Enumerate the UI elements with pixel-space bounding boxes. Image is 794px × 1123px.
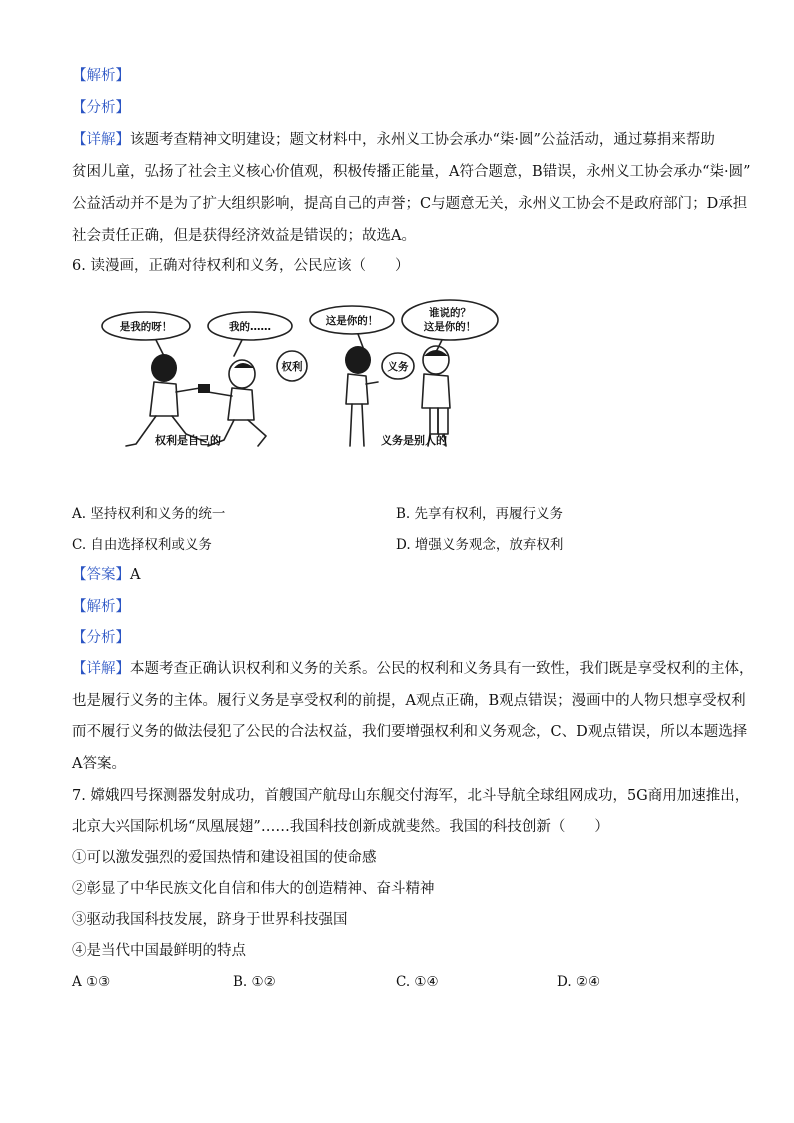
- cartoon-token-quanli: [277, 351, 307, 381]
- q6-jiexi-label: 【解析】: [72, 599, 130, 615]
- cartoon-figure-4: [422, 346, 450, 446]
- q5-xiangjie-line-4: 社会责任正确，但是获得经济效益是错误的；故选A。: [72, 228, 416, 244]
- q6-option-a: A. 坚持权利和义务的统一: [72, 506, 226, 522]
- cartoon-bubble-1: [102, 312, 190, 356]
- q6-option-c: C. 自由选择权利或义务: [72, 537, 212, 553]
- q6-xiangjie-label: 【详解】: [72, 661, 130, 677]
- q6-answer-label: 【答案】: [72, 567, 130, 583]
- q7-stem-line-2: 北京大兴国际机场“凤凰展翅”……我国科技创新成就斐然。我国的科技创新（ ）: [72, 819, 609, 835]
- svg-text:这是你的！: 这是你的！: [325, 315, 379, 327]
- q6-option-b: B. 先享有权利，再履行义务: [396, 506, 564, 522]
- q6-stem: 6. 读漫画，正确对待权利和义务，公民应该（ ）: [72, 258, 410, 274]
- svg-text:权利: 权利: [281, 361, 303, 373]
- q6-xiangjie-line-2: 也是履行义务的主体。履行义务是享受权利的前提，A观点正确，B观点错误；漫画中的人物只想享受权利: [72, 693, 746, 709]
- q6-xiangjie-line-1: 【详解】本题考查正确认识权利和义务的关系。公民的权利和义务具有一致性，我们既是享受权利的主体，: [72, 661, 754, 677]
- q6-xiangjie-line-3: 而不履行义务的做法侵犯了公民的合法权益，我们要增强权利和义务观念，C、D观点错误，所以本题选择: [72, 724, 748, 740]
- q6-xiangjie-line-4: A答案。: [72, 756, 126, 772]
- q5-fenxi-label: 【分析】: [72, 100, 130, 116]
- q6-fenxi-label: 【分析】: [72, 630, 130, 646]
- q5-xiangjie-line-3: 公益活动并不是为了扩大组织影响，提高自己的声誉；C与题意无关，永州义工协会不是政府部门；D承担: [72, 196, 748, 212]
- q7-option-d: D. ②④: [557, 974, 601, 990]
- q6-option-d: D. 增强义务观念，放弃权利: [396, 537, 564, 553]
- q5-xiangjie-line-1: 【详解】该题考查精神文明建设；题文材料中，永州义工协会承办“柒·圆”公益活动，通过募捐来帮助: [72, 132, 715, 148]
- q6-answer-value: A: [130, 567, 141, 583]
- q7-option-b: B. ①②: [233, 974, 276, 990]
- q7-stem-line-1: 7. 嫦娥四号探测器发射成功，首艘国产航母山东舰交付海军，北斗导航全球组网成功，5G商用加速推出，: [72, 788, 750, 804]
- cartoon-figure-1: [126, 354, 206, 446]
- cartoon-caption-right: 义务是别人的: [381, 434, 447, 447]
- q5-jiexi-label: 【解析】: [72, 68, 130, 84]
- cartoon-token-yiwu: [382, 353, 414, 379]
- cartoon-figure-3: [345, 346, 378, 446]
- q6-answer: [72, 565, 732, 585]
- q5-xiangjie-line-2: 贫困儿童，弘扬了社会主义核心价值观，积极传播正能量，A符合题意，B错误，永州义工协会承办“柒·圆”: [72, 164, 751, 180]
- q7-item-2: ②彰显了中华民族文化自信和伟大的创造精神、奋斗精神: [72, 881, 435, 897]
- cartoon-bubble-3: [310, 306, 394, 350]
- q5-xiangjie-label: 【详解】: [72, 132, 130, 148]
- svg-text:我的……: 我的……: [229, 321, 271, 333]
- q7-item-1: ①可以激发强烈的爱国热情和建设祖国的使命感: [72, 850, 377, 866]
- q6-cartoon: [96, 296, 506, 466]
- q7-option-a: A ①③: [72, 974, 111, 990]
- cartoon-caption-left: 权利是自己的: [155, 434, 221, 447]
- cartoon-bubble-2: [208, 312, 292, 356]
- q7-option-c: C. ①④: [396, 974, 439, 990]
- svg-text:这是你的！: 这是你的！: [423, 321, 477, 333]
- svg-text:是我的呀！: 是我的呀！: [119, 321, 173, 333]
- svg-text:义务: 义务: [387, 361, 409, 373]
- q7-item-3: ③驱动我国科技发展，跻身于世界科技强国: [72, 912, 348, 928]
- q7-item-4: ④是当代中国最鲜明的特点: [72, 943, 246, 959]
- cartoon-bubble-4: [402, 300, 498, 352]
- svg-text:谁说的？: 谁说的？: [429, 307, 471, 319]
